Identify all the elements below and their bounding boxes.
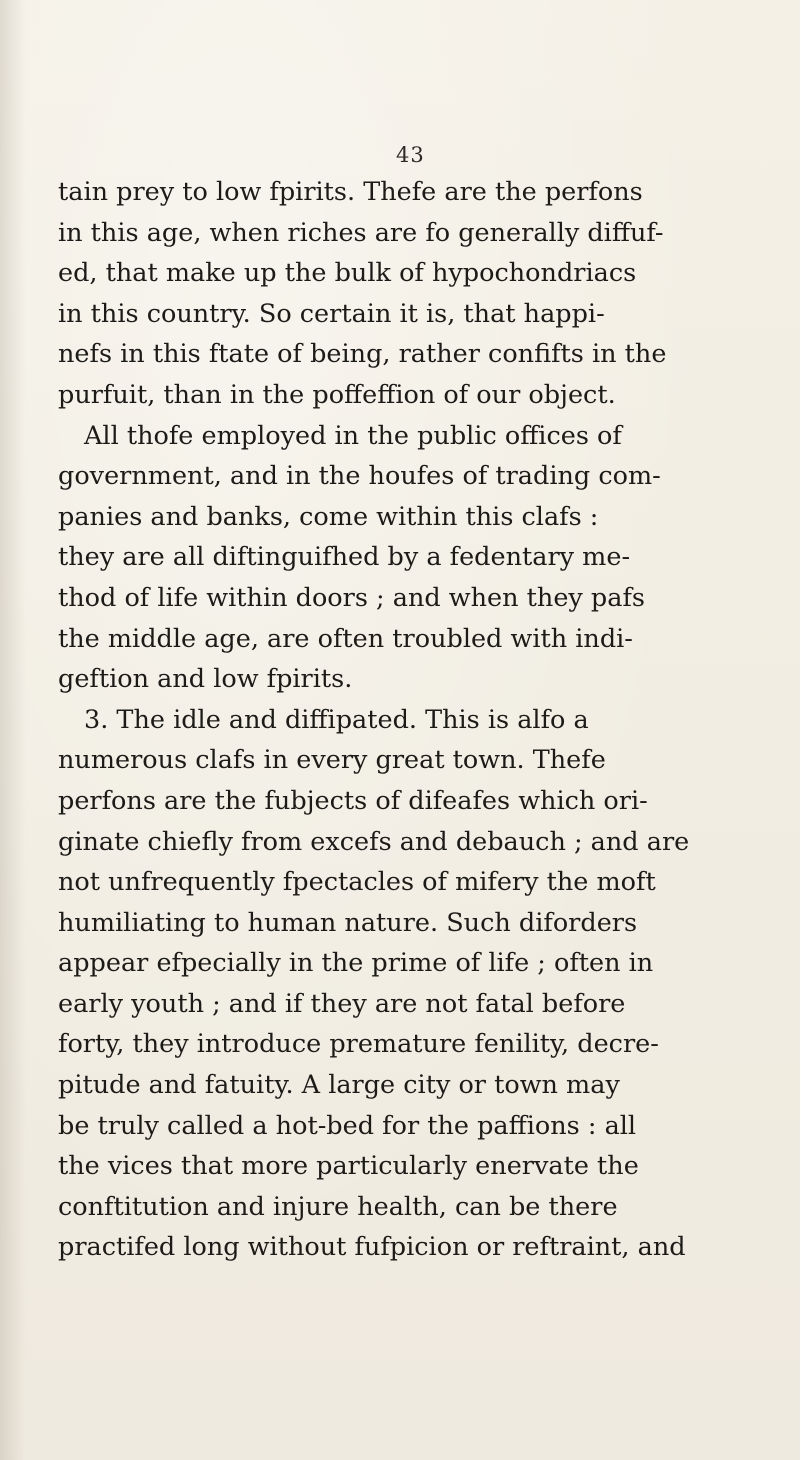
text-line: they are all diftinguifhed by a fedentary me- bbox=[58, 542, 631, 573]
body-text bbox=[58, 172, 758, 1268]
paragraph-start-line: 3. The idle and diffipated. This is alfo a bbox=[84, 704, 589, 735]
text-line: not unfrequently fpectacles of mifery the moft bbox=[58, 867, 656, 898]
text-line: appear efpecially in the prime of life ; often in bbox=[58, 948, 654, 979]
text-line: pitude and fatuity. A large city or town may bbox=[58, 1070, 620, 1101]
paragraph-start-line: All thofe employed in the public offices of bbox=[84, 420, 622, 451]
text-line: nefs in this ftate of being, rather confifts in the bbox=[58, 339, 667, 370]
text-line: panies and banks, come within this clafs : bbox=[58, 501, 599, 532]
text-line: be truly called a hot-bed for the paffions : all bbox=[58, 1110, 637, 1141]
text-line: practifed long without fufpicion or reftraint, and bbox=[58, 1232, 686, 1263]
page-number: 43 bbox=[396, 143, 425, 167]
text-line: geftion and low fpirits. bbox=[58, 664, 353, 695]
text-line: early youth ; and if they are not fatal before bbox=[58, 988, 626, 1019]
text-line: in this country. So certain it is, that happi- bbox=[58, 298, 605, 329]
text-line: ed, that make up the bulk of hypochondriacs bbox=[58, 258, 637, 289]
text-line: thod of life within doors ; and when they pafs bbox=[58, 582, 645, 613]
text-line: forty, they introduce premature fenility, decre- bbox=[58, 1029, 659, 1060]
text-line: purfuit, than in the poffeffion of our object. bbox=[58, 379, 616, 410]
text-line: numerous clafs in every great town. Thefe bbox=[58, 745, 606, 776]
text-line: conftitution and injure health, can be there bbox=[58, 1191, 618, 1222]
page-fold-shadow bbox=[0, 0, 26, 1460]
text-line: ginate chiefly from excefs and debauch ; and are bbox=[58, 826, 690, 857]
text-line: the middle age, are often troubled with indi- bbox=[58, 623, 633, 654]
text-line: tain prey to low fpirits. Thefe are the perfons bbox=[58, 177, 643, 207]
text-line: humiliating to human nature. Such diforders bbox=[58, 907, 638, 938]
text-line: the vices that more particularly enervate the bbox=[58, 1151, 639, 1182]
text-line: government, and in the houfes of trading com- bbox=[58, 461, 661, 492]
text-line: in this age, when riches are fo generally diffuf- bbox=[58, 217, 664, 248]
text-line: perfons are the fubjects of difeafes which ori- bbox=[58, 785, 648, 816]
